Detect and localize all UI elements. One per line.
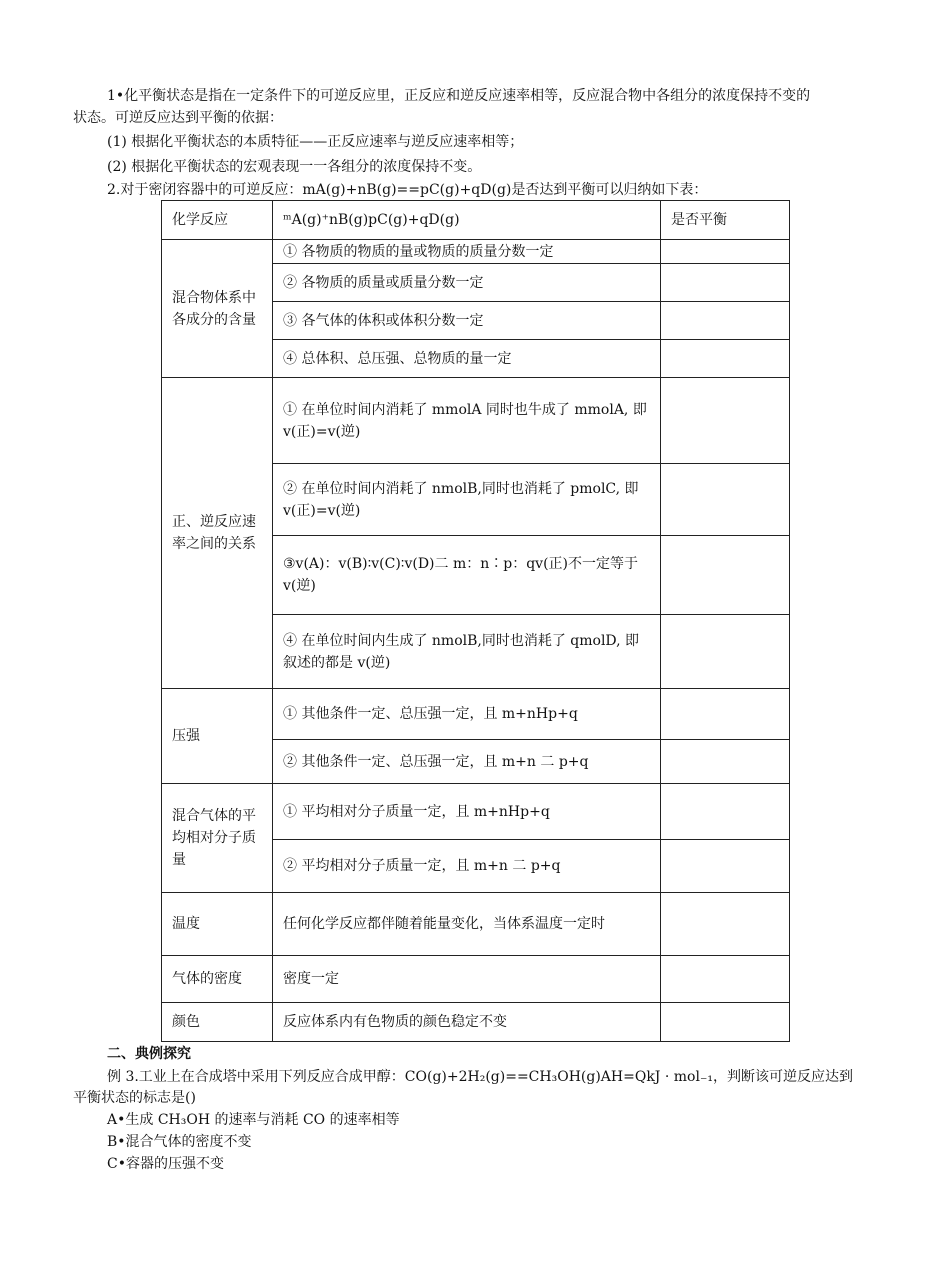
table-row <box>162 1003 790 1042</box>
condition-cell: ④ 总体积、总压强、总物质的量一定 <box>273 340 661 378</box>
example-question-cont: 平衡状态的标志是() <box>73 1090 196 1106</box>
judgement-cell <box>661 784 790 840</box>
header-equation: ᵐA(g)⁺nB(g)pC(g)+qD(g) <box>273 201 661 240</box>
table-row <box>162 240 790 264</box>
condition-cell: 密度一定 <box>273 956 661 1003</box>
condition-cell: ① 其他条件一定、总压强一定，且 m+nHp+q <box>273 689 661 740</box>
condition-cell: ② 其他条件一定、总压强一定，且 m+n 二 p+q <box>273 740 661 784</box>
category-cell: 压强 <box>162 689 273 784</box>
option-c: C•容器的压强不变 <box>107 1156 224 1172</box>
judgement-cell <box>661 1003 790 1042</box>
table-header-row <box>162 201 790 240</box>
judgement-cell <box>661 740 790 784</box>
basis-item-1: (1) 根据化平衡状态的本质特征——正反应速率与逆反应速率相等； <box>107 134 524 150</box>
intro-paragraph-1: 1•化平衡状态是指在一定条件下的可逆反应里，正反应和逆反应速率相等，反应混合物中各组分的浓度保持不变的 <box>107 88 811 104</box>
table-row <box>162 893 790 956</box>
category-cell: 气体的密度 <box>162 956 273 1003</box>
category-cell: 温度 <box>162 893 273 956</box>
condition-cell: 反应体系内有色物质的颜色稳定不变 <box>273 1003 661 1042</box>
judgement-cell <box>661 302 790 340</box>
intro-paragraph-1-cont: 状态。可逆反应达到平衡的依据： <box>73 110 283 126</box>
condition-cell: ① 平均相对分子质量一定，且 m+nHp+q <box>273 784 661 840</box>
basis-item-2: (2) 根据化平衡状态的宏观表现一一各组分的浓度保持不变。 <box>107 159 482 175</box>
condition-cell: ③v(A)：v(B)∶v(C)∶v(D)二 m：n∶p：qv(正)不一定等于 v(逆) <box>273 536 661 615</box>
table-intro: 2.对于密闭容器中的可逆反应：mA(g)+nB(g)==pC(g)+qD(g)是否达到平衡可以归纳如下表： <box>107 182 708 198</box>
judgement-cell <box>661 893 790 956</box>
judgement-cell <box>661 264 790 302</box>
category-cell: 混合物体系中各成分的含量 <box>162 240 273 378</box>
condition-cell: ② 平均相对分子质量一定，且 m+n 二 p+q <box>273 840 661 893</box>
category-cell: 混合气体的平均相对分子质量 <box>162 784 273 893</box>
section-heading: 二、典例探究 <box>107 1046 191 1062</box>
condition-cell: ② 在单位时间内消耗了 nmolB,同时也消耗了 pmolC, 即 v(正)=v(逆) <box>273 464 661 536</box>
judgement-cell <box>661 536 790 615</box>
category-cell: 正、逆反应速率之间的关系 <box>162 378 273 689</box>
judgement-cell <box>661 689 790 740</box>
header-is-equilibrium: 是否平衡 <box>661 201 790 240</box>
table-row <box>162 689 790 740</box>
judgement-cell <box>661 240 790 264</box>
condition-cell: ① 各物质的物质的量或物质的质量分数一定 <box>273 240 661 264</box>
condition-cell: ② 各物质的质量或质量分数一定 <box>273 264 661 302</box>
judgement-cell <box>661 615 790 689</box>
judgement-cell <box>661 464 790 536</box>
option-a: A•生成 CH₃OH 的速率与消耗 CO 的速率相等 <box>107 1112 400 1128</box>
condition-cell: ③ 各气体的体积或体积分数一定 <box>273 302 661 340</box>
example-question: 例 3.工业上在合成塔中采用下列反应合成甲醇：CO(g)+2H₂(g)==CH₃OH(g)AH=QkJ · mol₋₁，判断该可逆反应达到 <box>107 1069 853 1085</box>
condition-cell: 任何化学反应都伴随着能量变化，当体系温度一定时 <box>273 893 661 956</box>
judgement-cell <box>661 840 790 893</box>
judgement-cell <box>661 340 790 378</box>
condition-cell: ④ 在单位时间内生成了 nmolB,同时也消耗了 qmolD, 即叙述的都是 v(逆) <box>273 615 661 689</box>
condition-cell: ① 在单位时间内消耗了 mmolA 同时也牛成了 mmolA, 即 v(正)=v(逆) <box>273 378 661 464</box>
option-b: B•混合气体的密度不变 <box>107 1134 252 1150</box>
category-cell: 颜色 <box>162 1003 273 1042</box>
table-row <box>162 378 790 464</box>
header-reaction: 化学反应 <box>162 201 273 240</box>
judgement-cell <box>661 378 790 464</box>
judgement-cell <box>661 956 790 1003</box>
equilibrium-criteria-table <box>161 200 790 1042</box>
table-row <box>162 784 790 840</box>
table-row <box>162 956 790 1003</box>
